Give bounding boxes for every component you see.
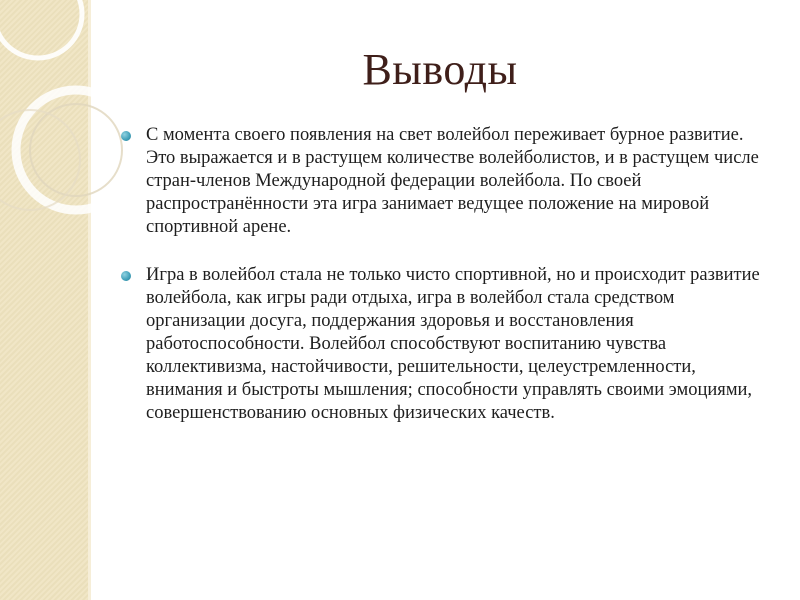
decorative-rings-icon [0, 0, 140, 260]
circle-bullet-icon [121, 131, 131, 141]
bullet-text: С момента своего появления на свет волейбол переживает бурное развитие. Это выражается и в растущем количестве волейболистов, и в растущем числе стран-членов Международной федерации волейбола. По своей распространённости эта игра занимает ведущее положение на мировой спортивной арене. [146, 125, 759, 237]
bullet-text: Игра в волейбол стала не только чисто спортивной, но и происходит развитие волейбола, как игры ради отдыха, игра в волейбол стала средством организации досуга, поддержания здоровья и восстановления работоспособности. Волейбол способствуют воспитанию чувства коллективизма, настойчивости, решительности, целеустремленности, внимания и быстроты мышления; способности управлять своими эмоциями, совершенствованию основных физических качеств. [146, 265, 760, 423]
slide-title: Выводы [362, 45, 518, 94]
circle-bullet-icon [121, 271, 131, 281]
bullet-item [120, 264, 770, 425]
bullet-item [120, 124, 770, 239]
bullet-list [120, 124, 770, 425]
